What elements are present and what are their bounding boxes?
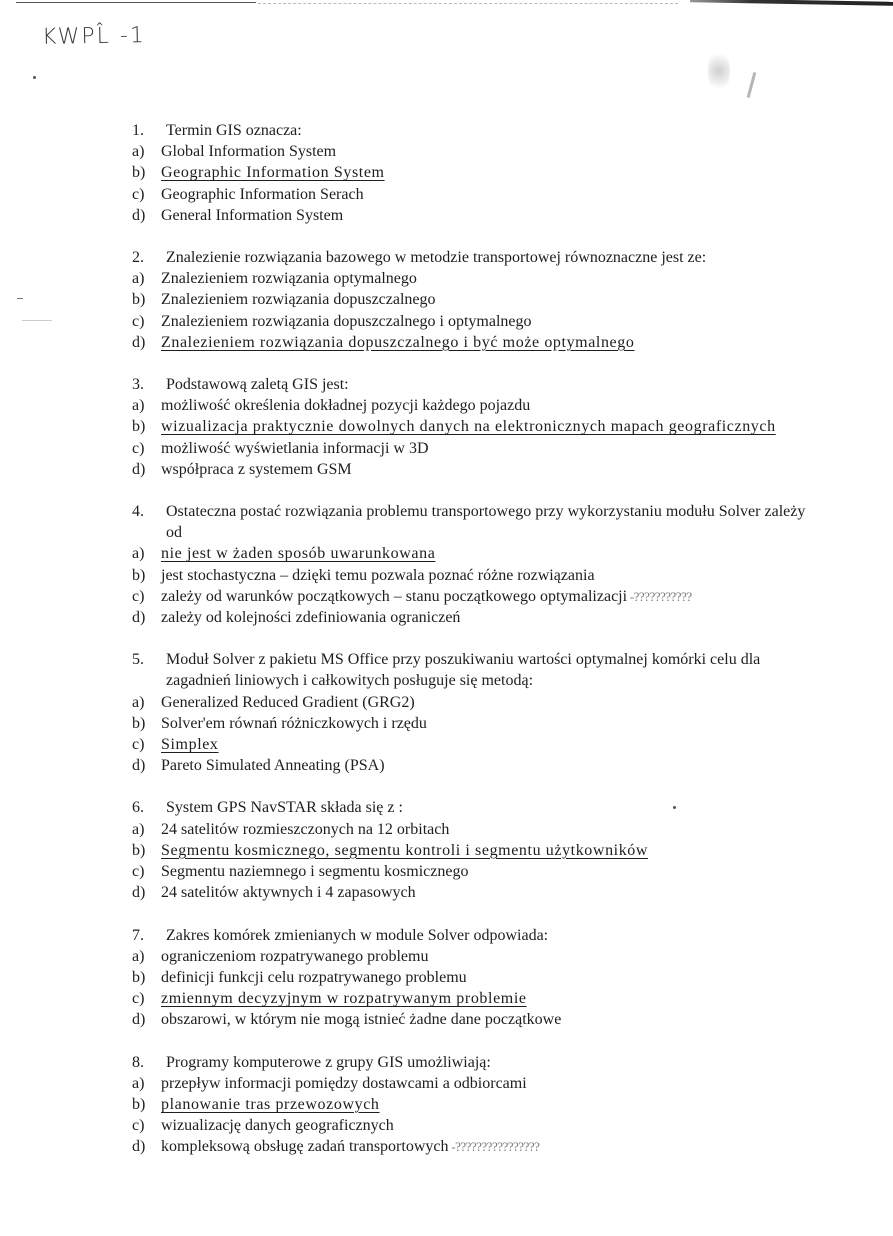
answer-option bbox=[132, 141, 812, 162]
option-letter: b) bbox=[132, 566, 146, 584]
option-text: zmiennym decyzyjnym w rozpatrywanym problemie bbox=[161, 990, 527, 1008]
option-letter: c) bbox=[132, 185, 145, 203]
option-letter: a) bbox=[132, 693, 145, 711]
answer-option bbox=[132, 1115, 812, 1136]
answer-option-correct bbox=[132, 1094, 812, 1115]
question-stem bbox=[132, 1052, 812, 1073]
option-letter: b) bbox=[132, 291, 146, 309]
option-letter: d) bbox=[132, 460, 146, 478]
answer-option bbox=[132, 459, 812, 480]
answer-option bbox=[132, 819, 812, 840]
option-letter: a) bbox=[132, 397, 145, 415]
scan-speck bbox=[33, 76, 36, 79]
scan-mark bbox=[22, 320, 52, 321]
option-letter: b) bbox=[132, 968, 146, 986]
answer-option-correct bbox=[132, 162, 812, 183]
option-letter: d) bbox=[132, 884, 146, 902]
answer-option bbox=[132, 268, 812, 289]
option-text: obszarowi, w którym nie mogą istnieć żadne dane początkowe bbox=[161, 1011, 562, 1029]
option-text: General Information System bbox=[161, 206, 344, 224]
question-number: 3. bbox=[132, 376, 144, 394]
answer-option bbox=[132, 184, 812, 205]
question-marks-note: -??????????? bbox=[627, 588, 692, 604]
option-text: Geographic Information System bbox=[161, 164, 385, 182]
question-number: 2. bbox=[132, 249, 144, 267]
scan-top-rule bbox=[16, 2, 256, 3]
option-letter: b) bbox=[132, 418, 146, 436]
answer-option bbox=[132, 607, 812, 628]
question-stem bbox=[132, 925, 812, 946]
answer-option-correct bbox=[132, 840, 812, 861]
answer-option bbox=[132, 861, 812, 882]
answer-option-correct bbox=[132, 332, 812, 353]
question-text: Ostateczna postać rozwiązania problemu transportowego przy wykorzystaniu modułu Solver zależy od bbox=[166, 503, 806, 542]
option-text: Znalezieniem rozwiązania dopuszczalnego i być może optymalnego bbox=[161, 333, 635, 351]
question-2 bbox=[132, 247, 812, 353]
question-text: Termin GIS oznacza: bbox=[166, 122, 302, 139]
question-number: 6. bbox=[132, 799, 144, 817]
answer-option bbox=[132, 438, 812, 459]
answer-option bbox=[132, 713, 812, 734]
question-1 bbox=[132, 120, 812, 226]
option-text: przepływ informacji pomiędzy dostawcami a odbiorcami bbox=[161, 1074, 527, 1092]
option-text: planowanie tras przewozowych bbox=[161, 1095, 380, 1113]
question-stem bbox=[132, 374, 812, 395]
question-5 bbox=[132, 649, 812, 776]
option-text: Generalized Reduced Gradient (GRG2) bbox=[161, 693, 415, 711]
question-stem bbox=[132, 649, 812, 691]
question-text: Podstawową zaletą GIS jest: bbox=[166, 376, 349, 394]
option-letter: c) bbox=[132, 1117, 145, 1135]
answer-option-correct bbox=[132, 416, 812, 437]
option-text: Solver'em równań różniczkowych i rzędu bbox=[161, 714, 427, 732]
option-letter: b) bbox=[132, 714, 146, 732]
option-text: możliwość wyświetlania informacji w 3D bbox=[161, 439, 429, 457]
option-text: zależy od kolejności zdefiniowania ograniczeń bbox=[161, 609, 461, 627]
option-letter: d) bbox=[132, 1138, 146, 1156]
option-text: jest stochastyczna – dzięki temu pozwala poznać różne rozwiązania bbox=[161, 566, 595, 584]
question-marks-note: -???????????????? bbox=[448, 1139, 540, 1155]
question-3 bbox=[132, 374, 812, 480]
option-letter: b) bbox=[132, 841, 146, 859]
option-text: kompleksową obsługę zadań transportowych bbox=[161, 1138, 449, 1156]
scan-top-smudge bbox=[690, 0, 893, 6]
option-text: nie jest w żaden sposób uwarunkowana bbox=[161, 545, 436, 563]
option-text: wizualizacja praktycznie dowolnych danych na elektronicznych mapach geograficznych bbox=[161, 418, 776, 436]
question-text: Zakres komórek zmienianych w module Solver odpowiada: bbox=[166, 926, 549, 944]
option-letter: d) bbox=[132, 757, 146, 775]
question-text: Znalezienie rozwiązania bazowego w metodzie transportowej równoznaczne jest ze: bbox=[166, 249, 707, 267]
option-letter: d) bbox=[132, 206, 146, 224]
answer-option bbox=[132, 755, 812, 776]
option-letter: b) bbox=[132, 164, 146, 182]
option-text: ograniczeniom rozpatrywanego problemu bbox=[161, 947, 429, 965]
question-text: Programy komputerowe z grupy GIS umożliwiają: bbox=[166, 1053, 491, 1071]
scan-top-dashed-rule bbox=[258, 3, 678, 4]
option-letter: a) bbox=[132, 143, 145, 161]
scan-smudge-stroke bbox=[747, 72, 757, 98]
option-letter: a) bbox=[132, 947, 145, 965]
option-text: Geographic Information Serach bbox=[161, 185, 364, 203]
question-4 bbox=[132, 501, 812, 628]
answer-option bbox=[132, 565, 812, 586]
answer-option-correct bbox=[132, 734, 812, 755]
option-text: możliwość określenia dokładnej pozycji każdego pojazdu bbox=[161, 397, 531, 415]
answer-option bbox=[132, 205, 812, 226]
question-number: 5. bbox=[132, 651, 144, 669]
option-text: Znalezieniem rozwiązania dopuszczalnego i optymalnego bbox=[161, 312, 532, 330]
option-text: Znalezieniem rozwiązania optymalnego bbox=[161, 270, 417, 288]
option-text: Segmentu kosmicznego, segmentu kontroli i segmentu użytkowników bbox=[161, 841, 649, 859]
question-number: 8. bbox=[132, 1053, 144, 1071]
question-7 bbox=[132, 925, 812, 1031]
option-letter: c) bbox=[132, 736, 145, 754]
option-text: Segmentu naziemnego i segmentu kosmicznego bbox=[161, 863, 469, 881]
option-text: 24 satelitów rozmieszczonych na 12 orbitach bbox=[161, 820, 450, 838]
option-letter: d) bbox=[132, 609, 146, 627]
answer-option bbox=[132, 882, 812, 903]
option-text: Global Information System bbox=[161, 143, 337, 161]
question-8 bbox=[132, 1052, 812, 1158]
option-letter: b) bbox=[132, 1095, 146, 1113]
option-letter: c) bbox=[132, 863, 145, 881]
option-letter: c) bbox=[132, 439, 145, 457]
question-6 bbox=[132, 797, 812, 903]
answer-option bbox=[132, 586, 812, 607]
option-text: 24 satelitów aktywnych i 4 zapasowych bbox=[161, 884, 416, 902]
answer-option bbox=[132, 395, 812, 416]
question-stem bbox=[132, 501, 812, 543]
option-letter: a) bbox=[132, 820, 145, 838]
option-letter: d) bbox=[132, 333, 146, 351]
question-number: 7. bbox=[132, 926, 144, 944]
option-letter: a) bbox=[132, 1074, 145, 1092]
option-letter: a) bbox=[132, 545, 145, 563]
question-text: Moduł Solver z pakietu MS Office przy poszukiwaniu wartości optymalnej komórki celu dla zagadnień liniowych i całkowitych posługuje się metodą: bbox=[166, 651, 761, 690]
question-stem bbox=[132, 120, 812, 141]
option-letter: c) bbox=[132, 587, 145, 605]
option-text: wizualizację danych geograficznych bbox=[161, 1117, 394, 1135]
option-letter: c) bbox=[132, 990, 145, 1008]
option-text: Znalezieniem rozwiązania dopuszczalnego bbox=[161, 291, 436, 309]
answer-option bbox=[132, 946, 812, 967]
answer-option-correct bbox=[132, 543, 812, 564]
option-text: definicji funkcji celu rozpatrywanego problemu bbox=[161, 968, 467, 986]
option-text: Pareto Simulated Anneating (PSA) bbox=[161, 757, 385, 775]
question-list bbox=[132, 120, 812, 1179]
answer-option bbox=[132, 1009, 812, 1030]
question-stem bbox=[132, 797, 812, 818]
answer-option bbox=[132, 967, 812, 988]
option-text: Simplex bbox=[161, 736, 219, 754]
question-number: 1. bbox=[132, 122, 144, 139]
scan-mark bbox=[17, 298, 23, 299]
option-letter: a) bbox=[132, 270, 145, 288]
answer-option bbox=[132, 1136, 812, 1157]
question-stem bbox=[132, 247, 812, 268]
answer-option-correct bbox=[132, 988, 812, 1009]
option-text: zależy od warunków początkowych – stanu początkowego optymalizacji bbox=[161, 587, 628, 605]
handwritten-code: KWPL̂ -1 bbox=[41, 23, 147, 50]
answer-option bbox=[132, 311, 812, 332]
option-letter: d) bbox=[132, 1011, 146, 1029]
question-number: 4. bbox=[132, 503, 144, 521]
answer-option bbox=[132, 692, 812, 713]
answer-option bbox=[132, 1073, 812, 1094]
option-text: współpraca z systemem GSM bbox=[161, 460, 352, 478]
question-text: System GPS NavSTAR składa się z : bbox=[166, 799, 403, 817]
answer-option bbox=[132, 289, 812, 310]
option-letter: c) bbox=[132, 312, 145, 330]
scan-smudge bbox=[708, 48, 730, 94]
